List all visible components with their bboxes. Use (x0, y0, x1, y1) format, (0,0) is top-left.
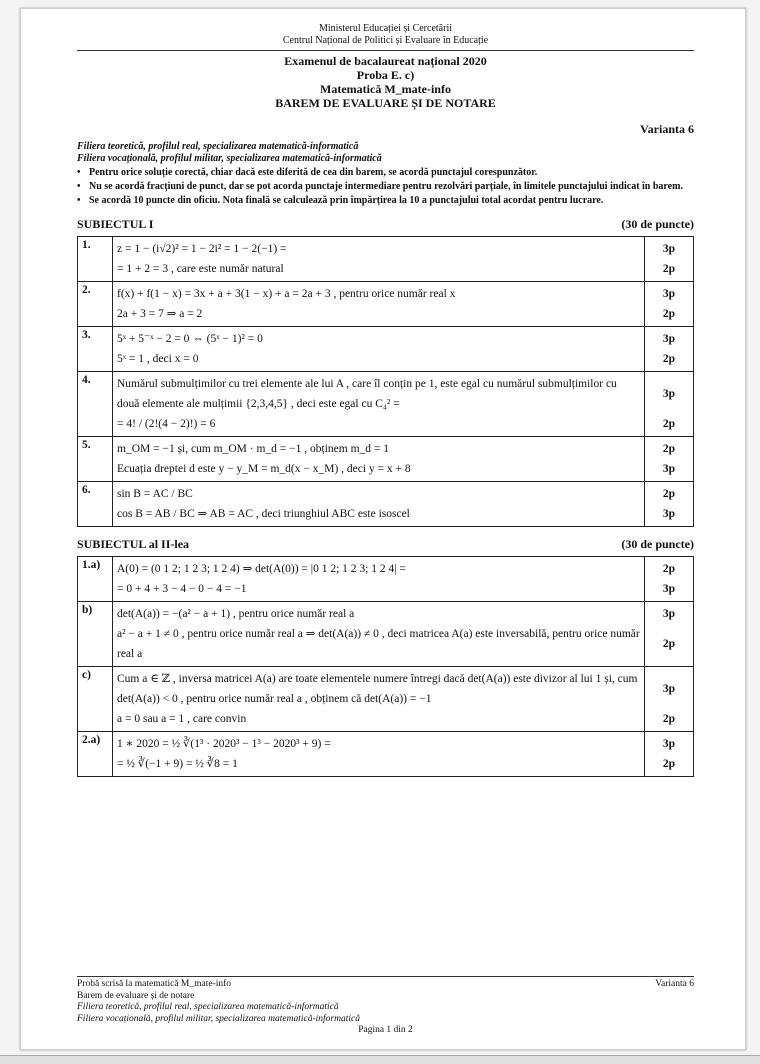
subiect2-points: (30 de puncte) (621, 537, 694, 551)
page-footer (77, 976, 694, 1037)
solution-line: 2a + 3 = 7 ⇒ a = 2 (117, 308, 203, 320)
points-value: 2p (662, 638, 676, 650)
item-solution (113, 557, 645, 602)
solution-line: a = 0 sau a = 1 , care convin (117, 713, 247, 725)
solution-line: 5ˣ + 5⁻ˣ − 2 = 0 ⇔ (5ˣ − 1)² = 0 (117, 333, 263, 345)
item-points (645, 667, 694, 732)
center-name: Centrul Național de Politici și Evaluare în Educație (282, 35, 489, 46)
subiect1-table (77, 236, 694, 527)
points-value: 3p (662, 288, 676, 300)
points-value: 3p (662, 583, 676, 595)
footer-rule (77, 976, 694, 977)
subiect2-title: SUBIECTUL al II-lea (77, 537, 190, 551)
points-value: 2p (662, 443, 676, 455)
item-solution (113, 732, 645, 777)
filiera-teoretica: Filiera teoretică, profilul real, specializarea matematică-informatică (77, 141, 359, 152)
instruction-bullet: • Se acordă 10 puncte din oficiu. Nota finală se calculează prin împărțirea la 10 a punctajului total acordat pentru lucrare. (77, 195, 604, 206)
footer-varianta: Varianta 6 (655, 979, 694, 989)
barem-title: BAREM DE EVALUARE ȘI DE NOTARE (275, 96, 496, 110)
item-solution (113, 327, 645, 372)
item-row (78, 237, 694, 282)
item-number: 2.a) (78, 732, 113, 777)
instruction-text: Se acordă 10 puncte din oficiu. Nota finală se calculează prin împărțirea la 10 a punctajului total acordat pentru lucrare. (89, 195, 604, 206)
solution-line: A(0) = (0 1 2; 1 2 3; 1 2 4) ⇒ det(A(0)) = |0 1 2; 1 2 3; 1 2 4| = (117, 563, 406, 575)
subiect2-table (77, 556, 694, 777)
footer-page-number: Pagina 1 din 2 (358, 1025, 413, 1035)
points-value: 3p (662, 463, 676, 475)
page-content (77, 23, 694, 777)
subiect1-points: (30 de puncte) (621, 217, 694, 231)
item-points (645, 437, 694, 482)
points-value: 3p (662, 388, 676, 400)
item-row (78, 482, 694, 527)
item-points (645, 327, 694, 372)
solution-line: = 4! / (2!(4 − 2)!) = 6 (117, 418, 216, 430)
solution-line: = 1 + 2 = 3 , care este număr natural (117, 263, 284, 275)
solution-line: 1 ∗ 2020 = ½ ∛(1³ · 2020³ − 1³ − 2020³ + 9) = (117, 738, 331, 750)
subiect1-title: SUBIECTUL I (77, 217, 154, 231)
item-number: 1.a) (78, 557, 113, 602)
item-points (645, 557, 694, 602)
item-solution (113, 437, 645, 482)
solution-line: m_OM = −1 și, cum m_OM · m_d = −1 , obținem m_d = 1 (117, 443, 390, 455)
instruction-text: Nu se acordă fracțiuni de punct, dar se pot acorda punctaje intermediare pentru rezolvări parțiale, în limitele punctajului indicat în barem. (89, 181, 683, 192)
header-rule (77, 50, 694, 51)
points-value: 2p (662, 713, 676, 725)
points-value: 2p (662, 353, 676, 365)
solution-line: Numărul submulțimilor cu trei elemente ale lui A , care îl conțin pe 1, este egal cu numărul submulțimilor cu două elemente ale mulțimii {2,3,4,5} , deci este egal cu C₄² = (117, 378, 617, 410)
solution-line: z = 1 − (i√2)² = 1 − 2i² = 1 − 2(−1) = (117, 243, 287, 255)
instruction-bullet: • Pentru orice soluție corectă, chiar dacă este diferită de cea din barem, se acordă punctajul corespunzător. (77, 167, 538, 178)
filiera-vocationala: Filiera vocațională, profilul militar, specializarea matematică-informatică (77, 153, 382, 164)
item-solution (113, 237, 645, 282)
solution-line: det(A(a)) = −(a² − a + 1) , pentru orice număr real a (117, 608, 355, 620)
solution-line: Cum a ∈ ℤ , inversa matricei A(a) are toate elementele numere întregi dacă det(A(a)) este divizor al lui 1 și, cum det(A(a)) < 0 , pentru orice număr real a , obținem că det(A(a)) = −1 (117, 673, 638, 705)
item-number: c) (78, 667, 113, 732)
solution-line: a² − a + 1 ≠ 0 , pentru orice număr real a ⇒ det(A(a)) ≠ 0 , deci matricea A(a) este inversabilă, pentru orice număr real a (117, 628, 640, 660)
solution-line: f(x) + f(1 − x) = 3x + a + 3(1 − x) + a = 2a + 3 , pentru orice număr real x (117, 288, 456, 300)
item-number: 4. (78, 372, 113, 437)
item-solution (113, 602, 645, 667)
solution-line: = ½ ∛(−1 + 9) = ½ ∛8 = 1 (117, 758, 238, 770)
footer-line3: Filiera teoretică, profilul real, specializarea matematică-informatică (77, 1002, 339, 1012)
proba-title: Proba E. c) (356, 68, 415, 82)
item-number: 6. (78, 482, 113, 527)
points-value: 2p (662, 418, 676, 430)
item-number: 1. (78, 237, 113, 282)
subiect1-header (77, 217, 694, 232)
footer-line2: Barem de evaluare și de notare (77, 990, 195, 1001)
solution-line: sin B = AC / BC (117, 488, 193, 500)
solution-line: Ecuația dreptei d este y − y_M = m_d(x − x_M) , deci y = x + 8 (117, 463, 411, 475)
item-points (645, 482, 694, 527)
footer-row (77, 979, 694, 991)
item-row (78, 602, 694, 667)
item-solution (113, 282, 645, 327)
points-value: 2p (662, 488, 676, 500)
item-row (78, 732, 694, 777)
item-points (645, 282, 694, 327)
subject-title: Matematică M_mate-info (320, 82, 451, 96)
item-row (78, 372, 694, 437)
item-points (645, 602, 694, 667)
item-number: 2. (78, 282, 113, 327)
points-value: 2p (662, 758, 676, 770)
solution-line: = 0 + 4 + 3 − 4 − 0 − 4 = −1 (117, 583, 247, 595)
item-number: 3. (78, 327, 113, 372)
item-row (78, 557, 694, 602)
subiect2-header (77, 537, 694, 552)
points-value: 3p (662, 333, 676, 345)
document-page (20, 8, 746, 1050)
footer-line4: Filiera vocațională, profilul militar, specializarea matematică-informatică (77, 1013, 360, 1024)
points-value: 3p (662, 683, 676, 695)
points-value: 3p (662, 608, 676, 620)
exam-title: Examenul de bacalaureat național 2020 (284, 54, 487, 68)
varianta-label: Varianta 6 (640, 122, 694, 136)
item-solution (113, 372, 645, 437)
item-points (645, 237, 694, 282)
item-number: b) (78, 602, 113, 667)
instruction-text: Pentru orice soluție corectă, chiar dacă este diferită de cea din barem, se acordă punctajul corespunzător. (89, 167, 538, 178)
points-value: 3p (662, 738, 676, 750)
points-value: 2p (662, 263, 676, 275)
item-number: 5. (78, 437, 113, 482)
item-solution (113, 667, 645, 732)
solution-line: cos B = AB / BC ⇒ AB = AC , deci triunghiul ABC este isoscel (117, 508, 410, 520)
item-row (78, 282, 694, 327)
points-value: 2p (662, 308, 676, 320)
item-row (78, 327, 694, 372)
solution-line: 5ˣ = 1 , deci x = 0 (117, 353, 199, 365)
points-value: 3p (662, 243, 676, 255)
item-points (645, 732, 694, 777)
points-value: 3p (662, 508, 676, 520)
instruction-bullet: • Nu se acordă fracțiuni de punct, dar se pot acorda punctaje intermediare pentru rezolvări parțiale, în limitele punctajului indicat în barem. (77, 181, 683, 192)
item-solution (113, 482, 645, 527)
ministry-name: Ministerul Educației și Cercetării (318, 23, 452, 34)
item-row (78, 437, 694, 482)
item-points (645, 372, 694, 437)
points-value: 2p (662, 563, 676, 575)
item-row (78, 667, 694, 732)
footer-line1: Probă scrisă la matematică M_mate-info (77, 979, 232, 989)
